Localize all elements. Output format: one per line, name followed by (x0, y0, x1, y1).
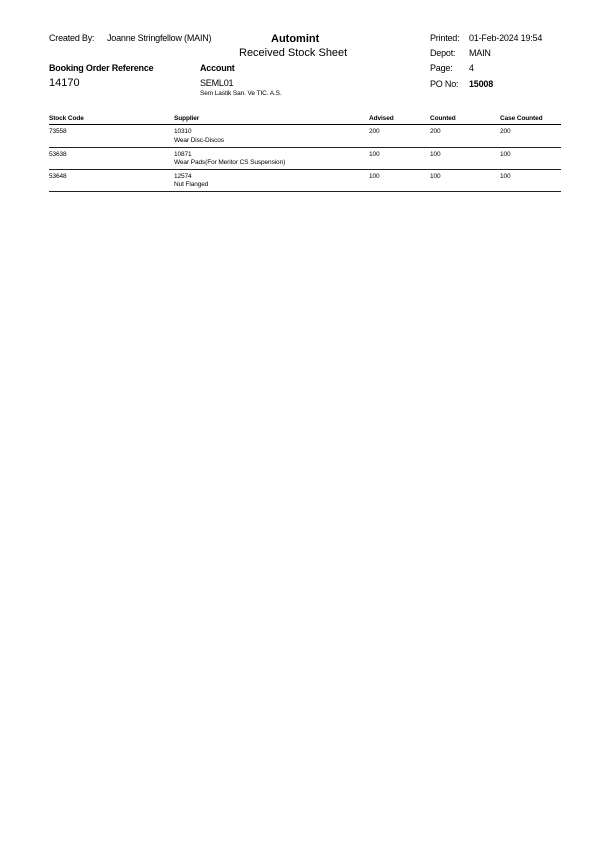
depot-label: Depot: (430, 48, 456, 58)
case-counted-cell: 100 (500, 151, 511, 158)
description-cell: Nut Flanged (174, 181, 209, 188)
page-label: Page: (430, 63, 453, 73)
po-value: 15008 (469, 79, 494, 89)
row-divider (49, 147, 561, 148)
description-cell: Wear Disc-Discos (174, 137, 224, 144)
stock-code-cell: 53648 (49, 173, 67, 180)
header-rule (49, 124, 561, 125)
case-counted-cell: 200 (500, 128, 511, 135)
depot-value: MAIN (469, 48, 491, 58)
supplier-code-cell: 10871 (174, 151, 192, 158)
counted-cell: 100 (430, 151, 441, 158)
column-header-stock-code: Stock Code (49, 115, 84, 122)
company-name: Automint (271, 33, 320, 45)
account-name: Sem Lastik San. Ve TIC. A.S. (200, 90, 282, 97)
printed-value: 01-Feb-2024 19:54 (469, 33, 543, 43)
description-cell: Wear Pads(For Meritor CS Suspension) (174, 159, 286, 166)
booking-order-value: 14170 (49, 77, 80, 89)
row-divider (49, 169, 561, 170)
po-label: PO No: (430, 79, 459, 89)
stock-code-cell: 53638 (49, 151, 67, 158)
created-by-value: Joanne Stringfellow (MAIN) (107, 33, 212, 43)
advised-cell: 100 (369, 151, 380, 158)
account-label: Account (200, 63, 235, 73)
column-header-counted: Counted (430, 115, 456, 122)
counted-cell: 200 (430, 128, 441, 135)
advised-cell: 200 (369, 128, 380, 135)
booking-order-label: Booking Order Reference (49, 63, 154, 73)
created-by-label: Created By: (49, 33, 95, 43)
case-counted-cell: 100 (500, 173, 511, 180)
account-code: SEML01 (200, 78, 234, 88)
supplier-code-cell: 12574 (174, 173, 192, 180)
sheet-title: Received Stock Sheet (239, 47, 348, 59)
page-value: 4 (469, 63, 474, 73)
column-header-case-counted: Case Counted (500, 115, 543, 122)
row-divider (49, 191, 561, 192)
column-header-supplier: Supplier (174, 115, 200, 122)
printed-label: Printed: (430, 33, 460, 43)
supplier-code-cell: 10310 (174, 128, 192, 135)
column-header-advised: Advised (369, 115, 394, 122)
counted-cell: 100 (430, 173, 441, 180)
advised-cell: 100 (369, 173, 380, 180)
stock-code-cell: 73558 (49, 128, 67, 135)
